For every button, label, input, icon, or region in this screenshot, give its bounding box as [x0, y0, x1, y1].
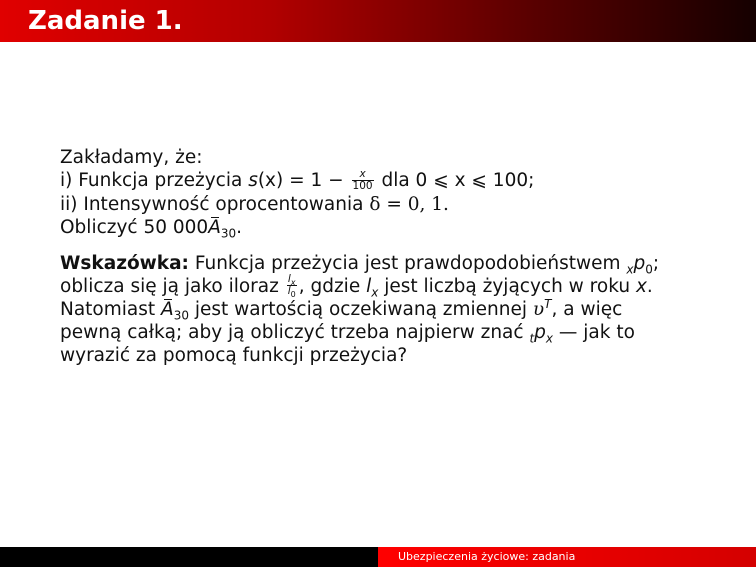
fraction-denominator: 100 [352, 179, 373, 192]
assumption-2 [60, 193, 710, 216]
task-line [60, 216, 710, 239]
hint-a-bar-symbol: A [161, 299, 174, 320]
hint-p-symbol: p [633, 252, 646, 274]
hint-line-5: wyrazić za pomocą funkcji przeżycia? [60, 345, 408, 366]
assumption-1-text: i) Funkcja przeżycia [60, 170, 249, 191]
task-symbol-subscript: 30 [220, 226, 237, 241]
footer-title: Ubezpieczenia życiowe: zadania [398, 550, 576, 563]
hint-pre-subscript-t: t [529, 331, 535, 346]
hint-pre-subscript-x: x [626, 262, 634, 277]
hint-line-1-end: ; [652, 252, 660, 274]
fraction-denominator-sub: 0 [290, 290, 296, 300]
assumption-1 [60, 169, 710, 193]
task-text: Obliczyć 50 000 [60, 216, 209, 238]
hint-line-2-mid: , gdzie [298, 275, 367, 297]
fraction-numerator: x [352, 169, 374, 181]
fraction-lx-over-l0 [287, 273, 297, 300]
hint-line-4 [60, 321, 710, 344]
task-symbol-a-bar: A [208, 216, 221, 238]
slide-title: Zadanie 1. [28, 6, 183, 36]
slide-title-bar [0, 0, 756, 42]
hint-p-subscript: 0 [645, 262, 653, 277]
hint-line-3-prefix: Natomiast [60, 299, 162, 320]
hint-a-subscript: 30 [173, 308, 189, 323]
assumption-1-s: s [248, 170, 258, 191]
hint-line-1 [60, 252, 710, 275]
hint-line-3 [60, 298, 710, 321]
hint-line-1-text: Funkcja przeżycia jest prawdopodobieństwem [188, 252, 627, 274]
hint-line-2 [60, 275, 710, 299]
fraction-numerator-sub: x [290, 278, 296, 288]
hint-l-symbol: l [366, 275, 372, 297]
hint-l-subscript: x [371, 285, 379, 300]
hint-line-2-text: oblicza się ją jako iloraz [60, 275, 285, 297]
hint-line-3-mid: jest wartością oczekiwaną zmiennej [188, 299, 533, 320]
slide-footer [0, 547, 756, 567]
fraction-x-over-100 [352, 169, 374, 192]
assumption-1-range: dla 0 ⩽ x ⩽ 100; [375, 170, 535, 191]
hint-line-2-end: . [646, 275, 653, 297]
fraction-denominator-l: l [287, 285, 291, 297]
slide-content [60, 146, 710, 367]
problem-statement [60, 146, 710, 239]
hint-paragraph [60, 252, 710, 368]
assumption-1-equation: (x) = 1 − [257, 170, 350, 191]
hint-line-3-end: , a więc [551, 299, 623, 320]
assumption-2-text: ii) Intensywność oprocentowania [60, 193, 370, 215]
hint-line-4-end: — jak to [553, 322, 635, 343]
footer-left-bar [0, 547, 378, 567]
assumption-2-math: δ = 0, 1. [369, 193, 449, 215]
intro-line: Zakładamy, że: [60, 147, 203, 168]
hint-line-4-text: pewną całką; aby ją obliczyć trzeba najpierw znać [60, 322, 530, 343]
hint-x-symbol: x [635, 275, 647, 297]
fraction-denominator [287, 285, 297, 300]
hint-line-2-rest: jest liczbą żyjących w roku [378, 275, 636, 297]
fraction-numerator-l: l [287, 273, 291, 285]
hint-p-subscript-x: x [545, 331, 554, 346]
hint-label: Wskazówka: [60, 252, 189, 274]
task-period: . [236, 216, 243, 238]
hint-p-symbol-2: p [534, 322, 546, 343]
hint-v-symbol: υ [532, 299, 545, 320]
hint-v-superscript: T [544, 296, 552, 311]
